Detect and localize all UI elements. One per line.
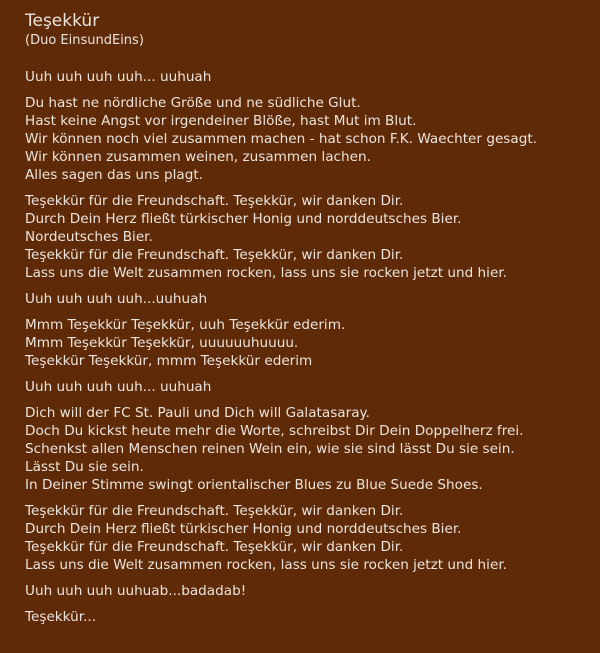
song-artist: (Duo EinsundEins): [25, 33, 144, 48]
stanza-verse-1: Du hast ne nördliche Größe und ne südliche Glut. Hast keine Angst vor irgendeiner Blöße, hast Mut im Blut. Wir können noch viel zusammen machen - hat schon F.K. Waechter gesagt. Wir können zusammen weinen, zusammen lachen. Alles sagen das uns plagt.: [25, 95, 538, 183]
stanza-intro: Uuh uuh uuh uuh... uuhuah: [25, 69, 212, 85]
song-title: Teşekkür: [25, 11, 100, 31]
stanza-bridge: Mmm Teşekkür Teşekkür, uuh Teşekkür ederim. Mmm Teşekkür Teşekkür, uuuuuuhuuuu. Teşekkür Teşekkür, mmm Teşekkür ederim: [25, 317, 346, 369]
stanza-verse-2: Dich will der FC St. Pauli und Dich will Galatasaray. Doch Du kickst heute mehr die Worte, schreibst Dir Dein Doppelherz frei. Schenkst allen Menschen reinen Wein ein, wie sie sind lässt Du sie sein. Lässt Du sie sein. In Deiner Stimme swingt orientalischer Blues zu Blue Suede Shoes.: [25, 405, 524, 493]
stanza-chorus-1: Teşekkür für die Freundschaft. Teşekkür, wir danken Dir. Durch Dein Herz fließt türkischer Honig und norddeutsches Bier. Nordeutsches Bier. Teşekkür für die Freundschaft. Teşekkür, wir danken Dir. Lass uns die Welt zusammen rocken, lass uns sie rocken jetzt und hier.: [25, 193, 507, 281]
stanza-chorus-2: Teşekkür für die Freundschaft. Teşekkür, wir danken Dir. Durch Dein Herz fließt türkischer Honig und norddeutsches Bier. Teşekkür für die Freundschaft. Teşekkür, wir danken Dir. Lass uns die Welt zusammen rocken, lass uns sie rocken jetzt und hier.: [25, 503, 507, 573]
stanza-outro: Uuh uuh uuh uuhuab...badadab!: [25, 583, 247, 599]
stanza-interlude-2: Uuh uuh uuh uuh... uuhuah: [25, 379, 212, 395]
stanza-ending: Teşekkür...: [25, 609, 97, 625]
stanza-interlude-1: Uuh uuh uuh uuh...uuhuah: [25, 291, 208, 307]
